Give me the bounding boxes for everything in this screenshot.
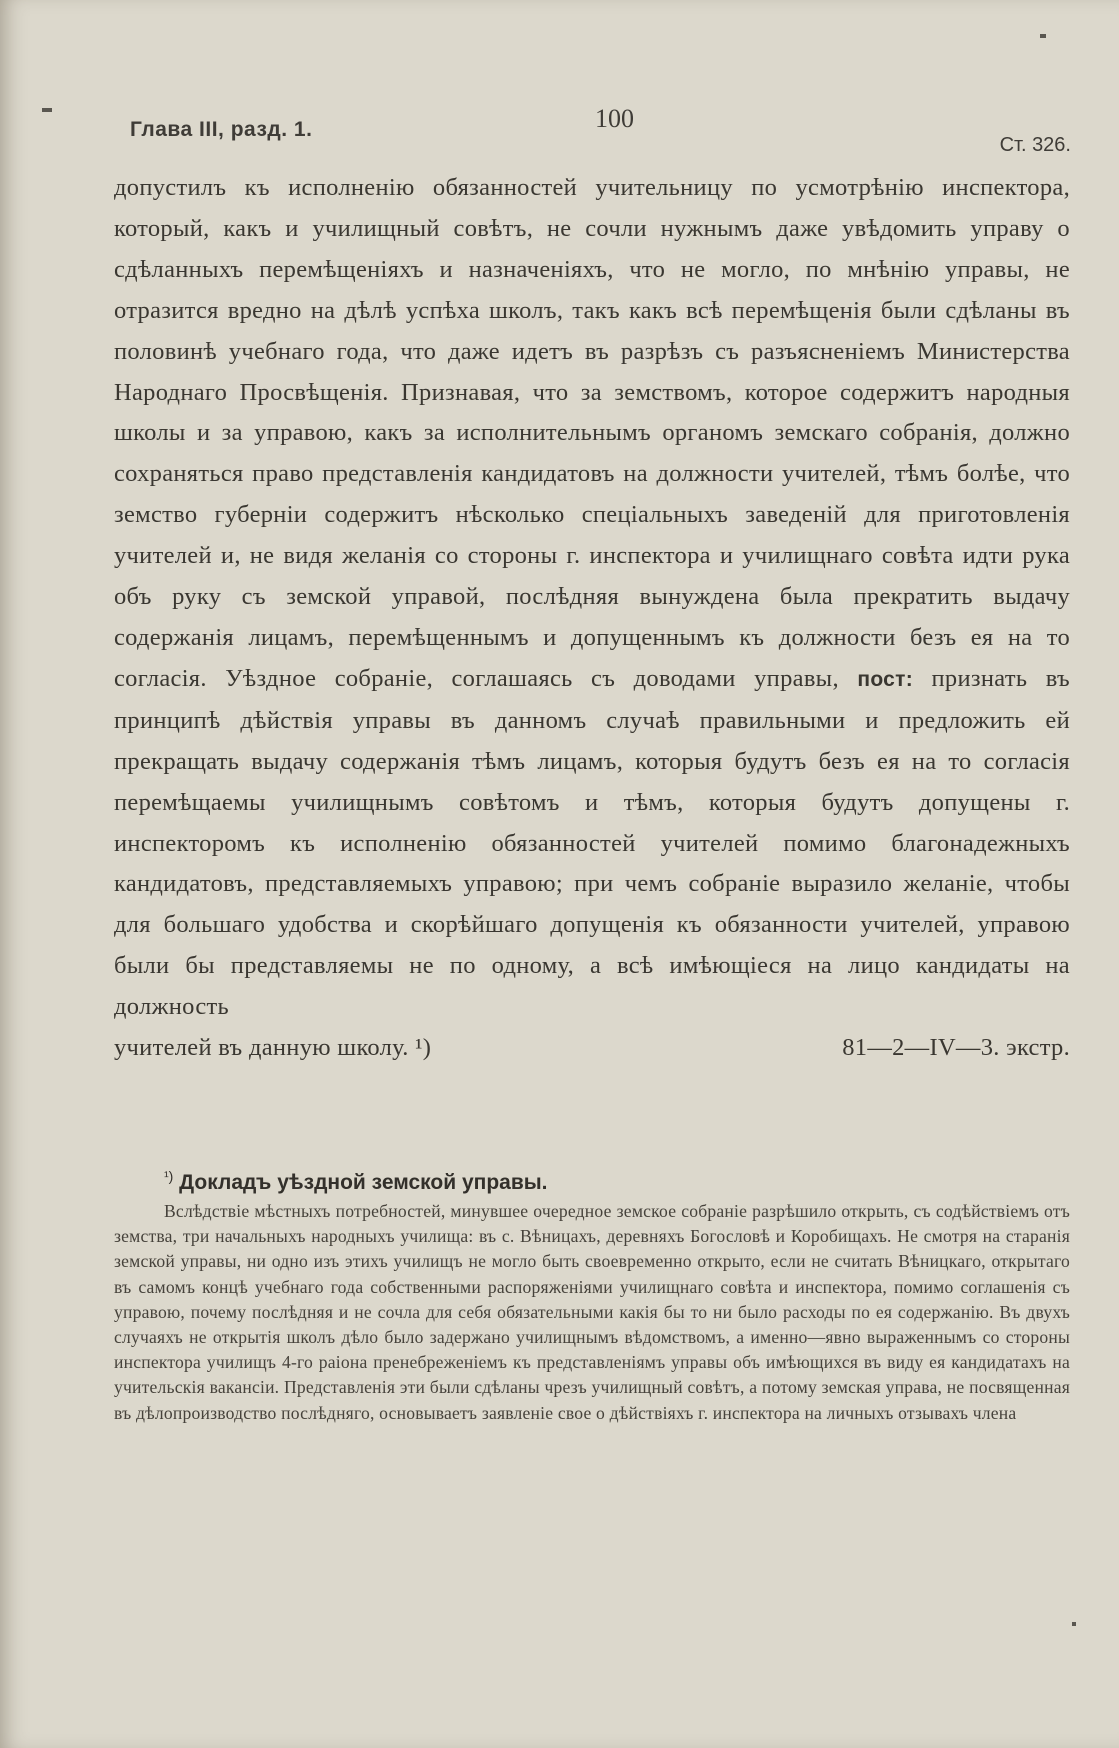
ink-mark <box>42 108 52 112</box>
source-reference: 81—2—IV—3. экстр. <box>842 1034 1070 1062</box>
text-after-bold: признать въ принципѣ дѣйствія управы въ данномъ случаѣ правильными и предложить ей прекращать выдачу содержанія тѣмъ лицамъ, которыя будутъ безъ ея на то согласія перемѣщаемы училищнымъ совѣтомъ и тѣмъ, которыя будутъ допущены г. инспекторомъ къ исполненію обязанностей учителей помимо благонадежныхъ кандидатовъ, представляемыхъ управою; при чемъ собраніе выразило желаніе, чтобы для большаго удобства и скорѣйшаго допущенія къ обязанности учителей, управою были бы представляемы не по одному, а всѣ имѣющіеся на лицо кандидаты на должность <box>114 664 1070 1021</box>
resolution-label: пост: <box>857 667 914 691</box>
last-line <box>114 1028 1070 1069</box>
footnote-marker: ¹) <box>164 1168 174 1184</box>
ink-mark <box>1040 34 1046 38</box>
footnote-title-text: Докладъ уѣздной земской управы. <box>179 1171 548 1194</box>
chapter-heading: Глава III, разд. 1. <box>130 118 313 141</box>
main-text <box>114 168 1070 1069</box>
ink-mark <box>1072 1622 1076 1626</box>
footnote-reference: ¹) <box>415 1034 432 1062</box>
page-number: 100 <box>595 104 634 133</box>
footnote-title <box>164 1168 1070 1195</box>
text-before-bold: допустилъ къ исполненію обязанностей учительницу по усмотрѣнію инспектора, который, какъ и училищный совѣтъ, не сочли нужнымъ даже увѣдомить управу о сдѣланныхъ перемѣщеніяхъ и назначеніяхъ, что не могло, по мнѣнію управы, не отразится вредно на дѣлѣ успѣха школъ, такъ какъ всѣ перемѣщенія были сдѣланы въ половинѣ учебнаго года, что даже идетъ въ разрѣзъ съ разъясненіемъ Министерства Народнаго Просвѣщенія. Признавая, что за земствомъ, которое содержитъ народныя школы и за управою, какъ за исполнительнымъ органомъ земскаго собранія, должно сохраняться право представленія кандидатовъ на должности учителей, тѣмъ болѣе, что земство губерніи содержитъ нѣсколько спеціальныхъ заведеній для приготовленія учителей и, не видя желанія со стороны г. инспектора и училищнаго совѣта идти рука объ руку съ земской управой, послѣдняя вынуждена была прекратить выдачу содержанія лицамъ, перемѣщеннымъ и допущеннымъ къ должности безъ ея на то согласія. Уѣздное собраніе, соглашаясь съ доводами управы, <box>114 174 1070 692</box>
last-line-text: учителей въ данную школу. <box>114 1034 409 1062</box>
footnote <box>114 1168 1070 1443</box>
footnote-text: Вслѣдствіе мѣстныхъ потребностей, минувшее очередное земское собраніе разрѣшило открыть, съ содѣйствіемъ отъ земства, три начальныхъ народныхъ училища: въ с. Вѣницахъ, деревняхъ Богословѣ и Коробищахъ. Не смотря на старанія земской управы, ни одно изъ этихъ училищъ не могло быть своевременно открыто, если не считать Вѣницкаго, открытаго въ самомъ концѣ учебнаго года собственными распоряженіями училищнаго совѣта и инспектора, помимо соглашенія съ управою, почему послѣдняя и не сочла для себя обязательными какія бы то ни было расходы по ея содержанію. Въ двухъ случаяхъ не открытія школъ дѣло было задержано училищнымъ вѣдомствомъ, а именно—явно выраженнымъ со стороны инспектора училищъ 4-го раіона пренебреженіемъ къ представленіямъ управы объ имѣющихся въ виду ея кандидатахъ на учительскія вакансіи. Представленія эти были сдѣланы чрезъ училищный совѣтъ, а потому земская управа, не посвященная въ дѣлопроизводство послѣдняго, основываетъ заявленіе свое о дѣйствіяхъ г. инспектора на личныхъ отзывахъ члена <box>114 1201 1070 1423</box>
article-number: Ст. 326. <box>999 134 1071 156</box>
main-paragraph <box>114 168 1070 1028</box>
page-header <box>130 104 1071 164</box>
